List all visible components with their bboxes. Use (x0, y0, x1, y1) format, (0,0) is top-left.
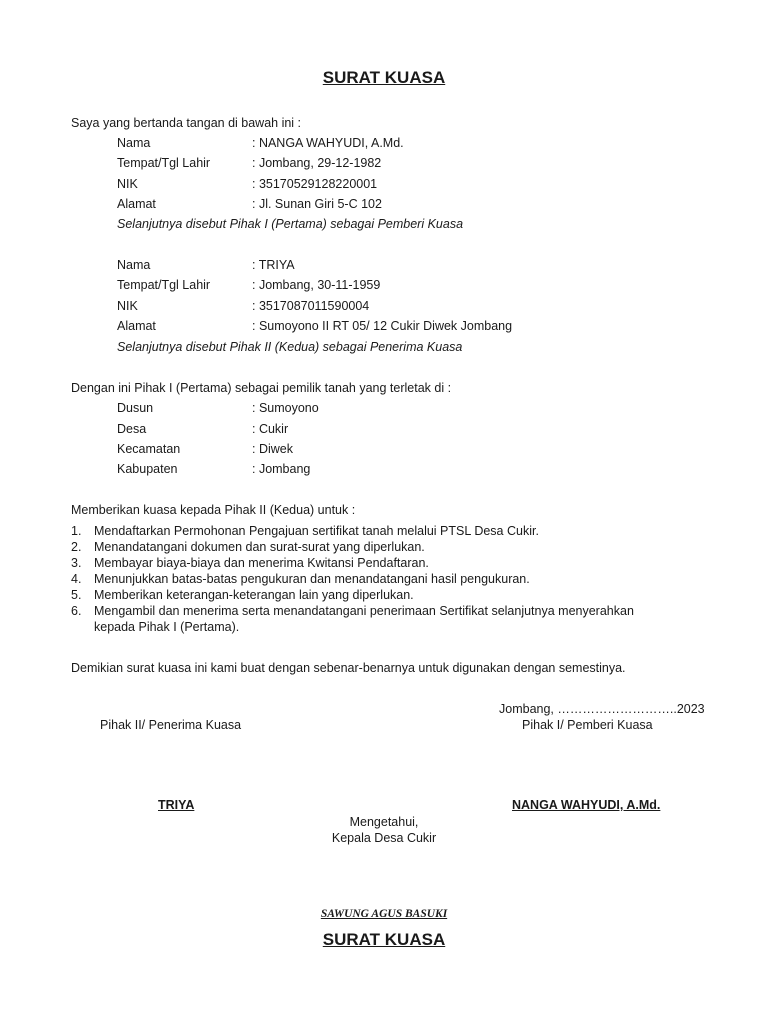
sig-right-name: NANGA WAHYUDI, A.Md. (512, 798, 661, 812)
sig-left-name: TRIYA (158, 798, 195, 812)
land-intro: Dengan ini Pihak I (Pertama) sebagai pemilik tanah yang terletak di : (71, 381, 452, 395)
intro-text: Saya yang bertanda tangan di bawah ini : (71, 116, 302, 130)
land-kecamatan-value: : Diwek (252, 442, 293, 456)
power-item-number: 4. (71, 572, 82, 586)
power-item-number: 2. (71, 540, 82, 554)
witness-name: SAWUNG AGUS BASUKI (320, 908, 448, 920)
p2-birth-value: : Jombang, 30-11-1959 (252, 278, 381, 292)
witness-line1: Mengetahui, (349, 815, 419, 829)
power-item-text: Mengambil dan menerima serta menandatangani penerimaan Sertifikat selanjutnya menyerahkan (94, 604, 634, 618)
power-item-number: 6. (71, 604, 82, 618)
power-item-number: 1. (71, 524, 82, 538)
closing-text: Demikian surat kuasa ini kami buat dengan sebenar-benarnya untuk digunakan dengan semestinya. (71, 661, 626, 675)
p1-address-label: Alamat (117, 197, 156, 211)
document-title-repeat: SURAT KUASA (322, 930, 446, 949)
power-item-text: Membayar biaya-biaya dan menerima Kwitansi Pendaftaran. (94, 556, 429, 570)
power-intro: Memberikan kuasa kepada Pihak II (Kedua) untuk : (71, 503, 356, 517)
power-item-text-continued: kepada Pihak I (Pertama). (94, 620, 240, 634)
p1-nik-value: : 35170529128220001 (252, 177, 378, 191)
power-item-number: 3. (71, 556, 82, 570)
p1-birth-label: Tempat/Tgl Lahir (117, 156, 211, 170)
power-item-text: Mendaftarkan Permohonan Pengajuan sertifikat tanah melalui PTSL Desa Cukir. (94, 524, 539, 538)
p1-name-label: Nama (117, 136, 151, 150)
witness-line2: Kepala Desa Cukir (331, 831, 437, 845)
p1-note: Selanjutnya disebut Pihak I (Pertama) sebagai Pemberi Kuasa (117, 217, 464, 231)
p1-name-value: : NANGA WAHYUDI, A.Md. (252, 136, 404, 150)
land-dusun-value: : Sumoyono (252, 401, 319, 415)
p1-address-value: : Jl. Sunan Giri 5-C 102 (252, 197, 382, 211)
p1-birth-value: : Jombang, 29-12-1982 (252, 156, 382, 170)
power-item-text: Menunjukkan batas-batas pengukuran dan menandatangani hasil pengukuran. (94, 572, 530, 586)
p2-nik-label: NIK (117, 299, 138, 313)
power-item-number: 5. (71, 588, 82, 602)
p2-nik-value: : 3517087011590004 (252, 299, 370, 313)
land-desa-label: Desa (117, 422, 147, 436)
p2-name-value: : TRIYA (252, 258, 295, 272)
p2-birth-label: Tempat/Tgl Lahir (117, 278, 211, 292)
land-kabupaten-value: : Jombang (252, 462, 311, 476)
p2-note: Selanjutnya disebut Pihak II (Kedua) sebagai Penerima Kuasa (117, 340, 463, 354)
sig-left-role: Pihak II/ Penerima Kuasa (100, 718, 242, 732)
p1-nik-label: NIK (117, 177, 138, 191)
land-kabupaten-label: Kabupaten (117, 462, 178, 476)
p2-address-label: Alamat (117, 319, 156, 333)
land-dusun-label: Dusun (117, 401, 154, 415)
sig-right-role: Pihak I/ Pemberi Kuasa (522, 718, 653, 732)
power-item-text: Menandatangani dokumen dan surat-surat yang diperlukan. (94, 540, 425, 554)
p2-name-label: Nama (117, 258, 151, 272)
power-item-text: Memberikan keterangan-keterangan lain yang diperlukan. (94, 588, 414, 602)
document-title: SURAT KUASA (322, 68, 446, 87)
land-desa-value: : Cukir (252, 422, 289, 436)
land-kecamatan-label: Kecamatan (117, 442, 181, 456)
p2-address-value: : Sumoyono II RT 05/ 12 Cukir Diwek Jombang (252, 319, 513, 333)
place-date: Jombang, ………………………..2023 (499, 702, 705, 716)
